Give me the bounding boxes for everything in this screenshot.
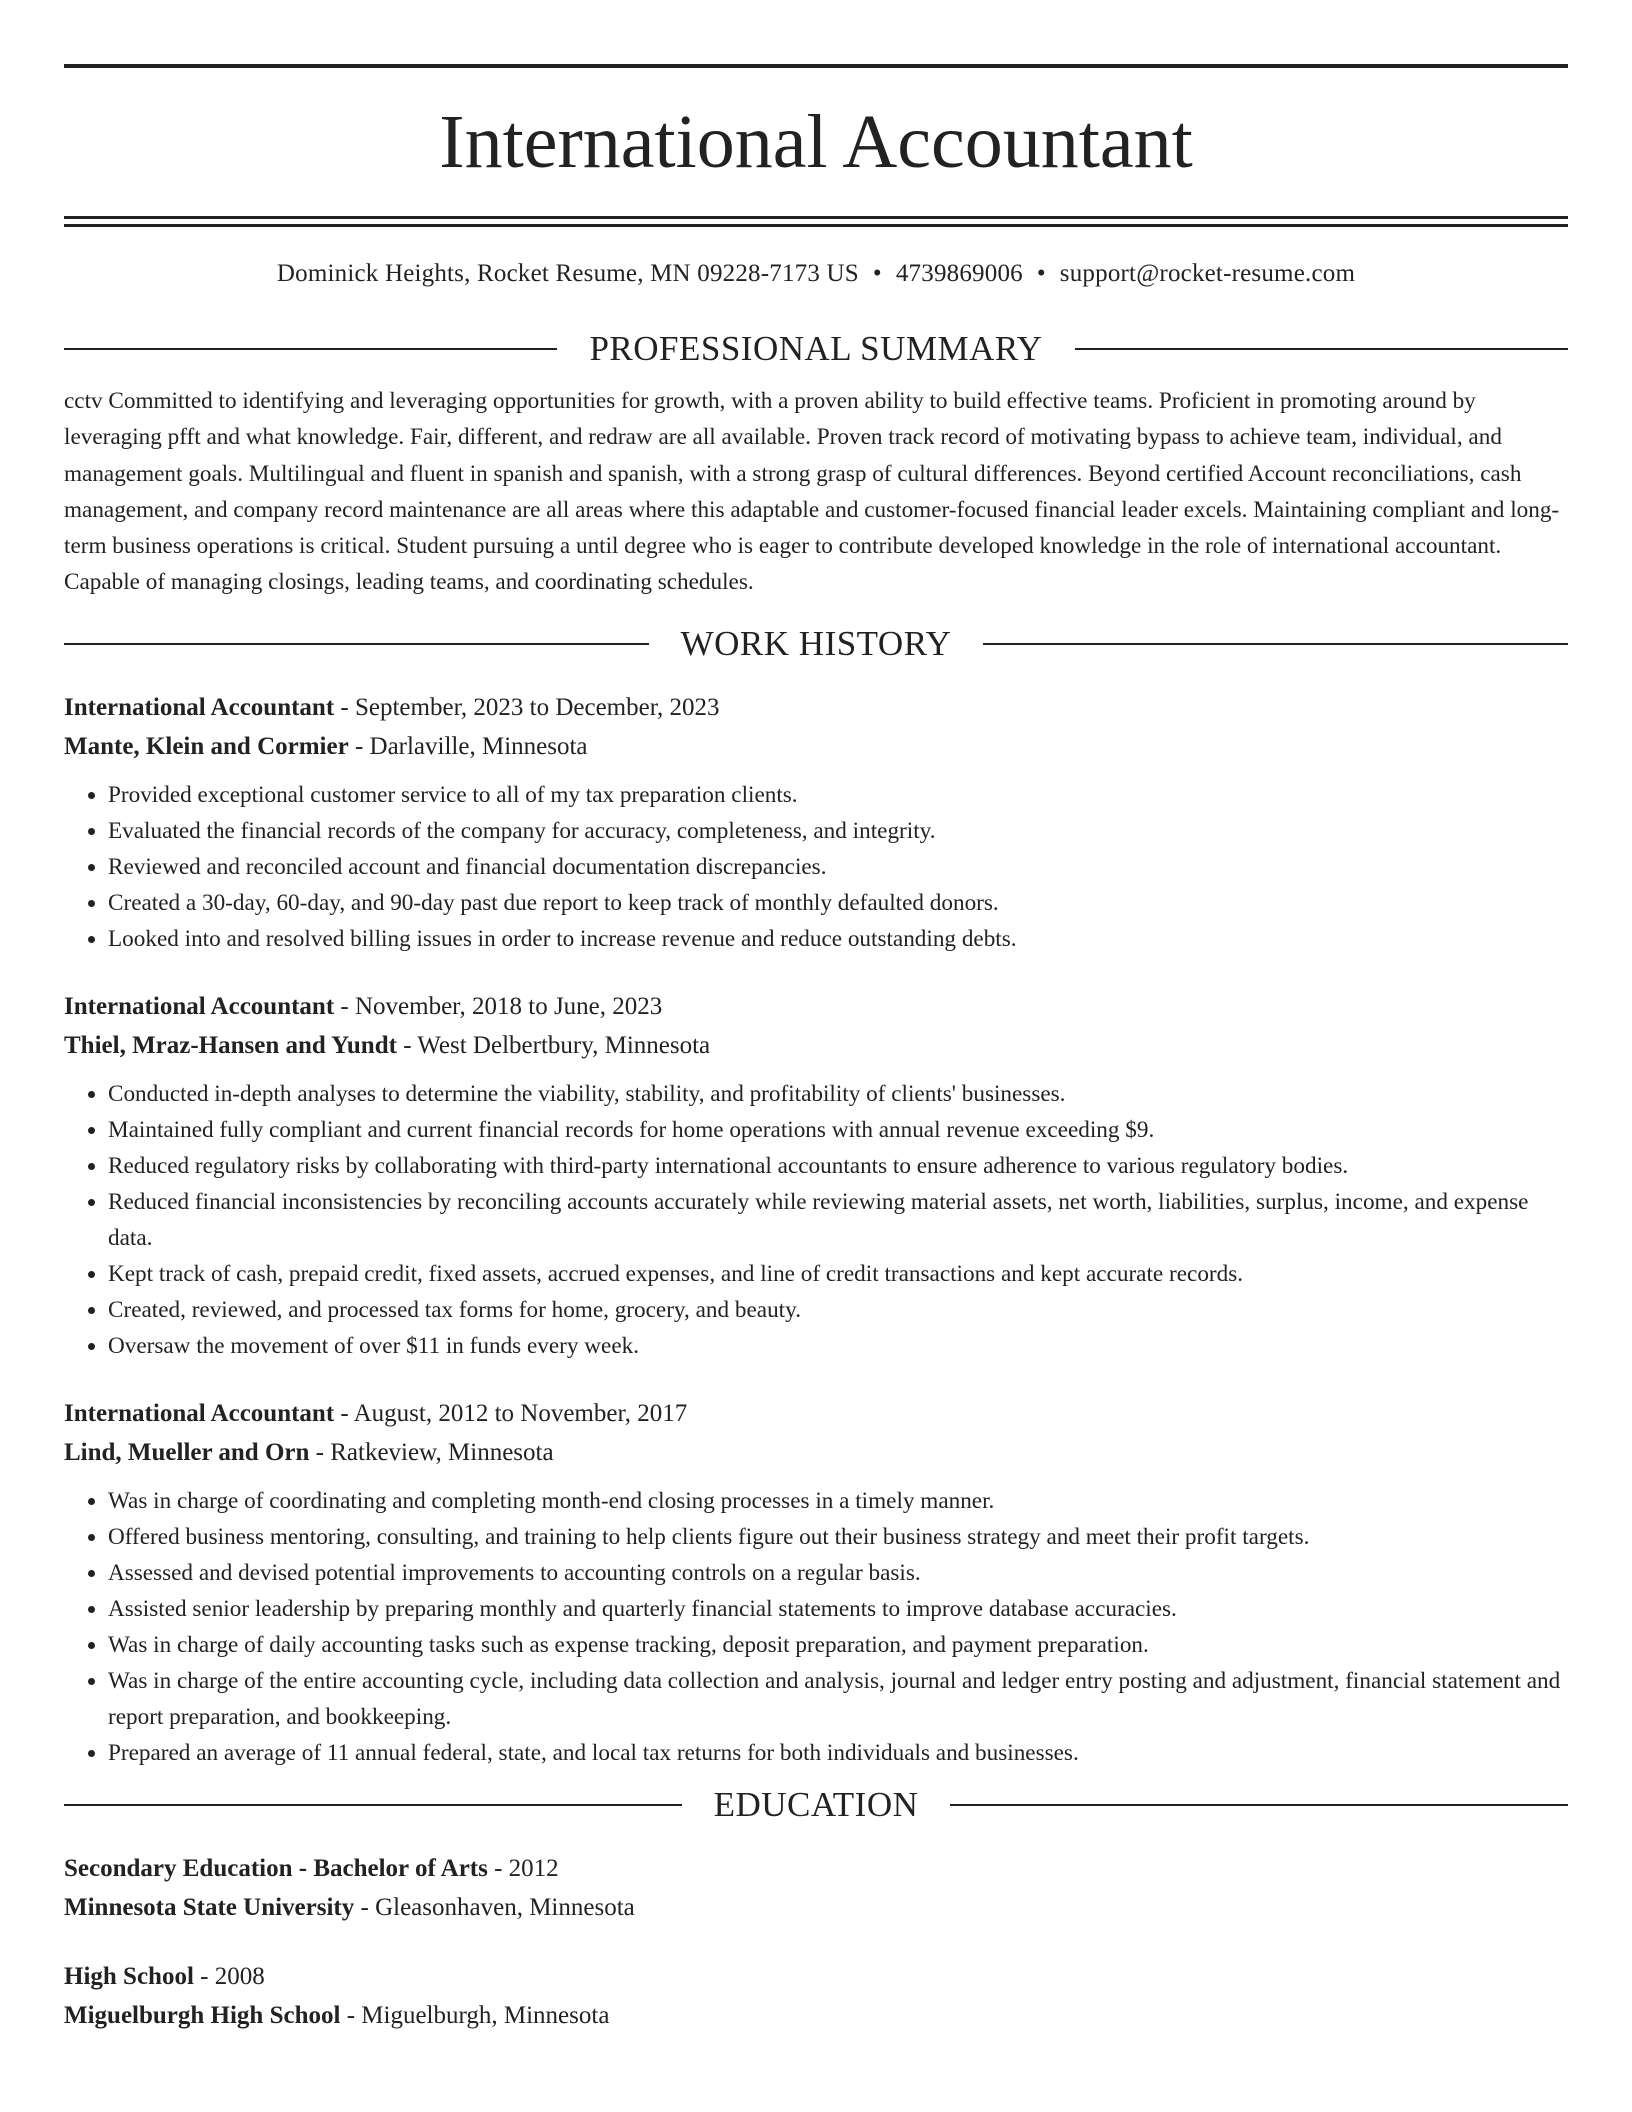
job-bullet-list	[64, 777, 1568, 957]
job-dates: - November, 2018 to June, 2023	[334, 992, 663, 1020]
job-entry	[64, 688, 1568, 957]
job-bullet: • Prepared an average of 11 annual federal, state, and local tax returns for both individuals and businesses.	[108, 1735, 1568, 1771]
job-company: Lind, Mueller and Orn	[64, 1438, 310, 1466]
job-title: International Accountant	[64, 1399, 335, 1427]
work-history-list	[64, 688, 1568, 1771]
job-dates: - August, 2012 to November, 2017	[334, 1399, 688, 1427]
contact-email: support@rocket-resume.com	[1059, 260, 1356, 287]
job-title-line	[64, 1394, 1568, 1433]
education-school: Miguelburgh High School	[64, 2001, 341, 2029]
education-location: - Gleasonhaven, Minnesota	[354, 1893, 635, 1921]
education-degree: Secondary Education - Bachelor of Arts	[64, 1854, 488, 1882]
section-rule-right	[950, 1804, 1568, 1806]
education-location: - Miguelburgh, Minnesota	[340, 2001, 610, 2029]
job-bullet: • Created, reviewed, and processed tax forms for home, grocery, and beauty.	[108, 1292, 1568, 1328]
section-rule-left	[64, 643, 649, 645]
education-entry	[64, 1849, 1568, 1927]
work-section-header	[64, 624, 1568, 664]
job-location: - West Delbertbury, Minnesota	[396, 1031, 711, 1059]
contact-separator: •	[1036, 260, 1046, 287]
job-title: International Accountant	[64, 693, 335, 721]
job-bullet: • Maintained fully compliant and current financial records for home operations with annual revenue exceeding $9.	[108, 1112, 1568, 1148]
job-company-line	[64, 727, 1568, 766]
job-entry	[64, 1394, 1568, 1771]
job-bullet: • Kept track of cash, prepaid credit, fixed assets, accrued expenses, and line of credit transactions and kept accurate records.	[108, 1256, 1568, 1292]
job-bullet: • Looked into and resolved billing issues in order to increase revenue and reduce outstanding debts.	[108, 921, 1568, 957]
job-bullet: • Oversaw the movement of over $11 in funds every week.	[108, 1328, 1568, 1364]
job-bullet: • Reduced regulatory risks by collaborating with third-party international accountants to ensure adherence to various regulatory bodies.	[108, 1148, 1568, 1184]
job-bullet-list	[64, 1483, 1568, 1771]
education-school: Minnesota State University	[64, 1893, 355, 1921]
job-company-line	[64, 1433, 1568, 1472]
contact-address: Dominick Heights, Rocket Resume, MN 09228-7173 US	[276, 260, 859, 287]
section-rule-left	[64, 1804, 682, 1806]
section-title: WORK HISTORY	[680, 623, 952, 663]
job-location: - Ratkeview, Minnesota	[309, 1438, 554, 1466]
section-title: EDUCATION	[713, 1784, 919, 1824]
job-entry	[64, 987, 1568, 1364]
job-bullet: • Was in charge of coordinating and completing month-end closing processes in a timely manner.	[108, 1483, 1568, 1519]
job-bullet: • Was in charge of daily accounting tasks such as expense tracking, deposit preparation, and payment preparation.	[108, 1627, 1568, 1663]
job-bullet: • Assisted senior leadership by preparing monthly and quarterly financial statements to improve database accuracies.	[108, 1591, 1568, 1627]
title-double-rule	[64, 216, 1568, 227]
summary-section-header	[64, 329, 1568, 369]
education-year: - 2012	[487, 1854, 559, 1882]
job-bullet: • Reduced financial inconsistencies by reconciling accounts accurately while reviewing material assets, net worth, liabilities, surplus, income, and expense data.	[108, 1184, 1568, 1256]
section-rule-left	[64, 348, 557, 350]
contact-line	[64, 259, 1568, 289]
contact-phone: 4739869006	[895, 260, 1023, 287]
job-bullet: • Created a 30-day, 60-day, and 90-day past due report to keep track of monthly defaulted donors.	[108, 885, 1568, 921]
education-section-header	[64, 1785, 1568, 1825]
job-bullet: • Provided exceptional customer service to all of my tax preparation clients.	[108, 777, 1568, 813]
job-company-line	[64, 1026, 1568, 1065]
education-school-line	[64, 1996, 1568, 2035]
education-school-line	[64, 1888, 1568, 1927]
job-company: Thiel, Mraz-Hansen and Yundt	[64, 1031, 397, 1059]
resume-title: International Accountant	[439, 100, 1193, 184]
job-title: International Accountant	[64, 992, 335, 1020]
summary-text: cctv Committed to identifying and leveraging opportunities for growth, with a proven ability to build effective teams. Proficient in promoting around by leveraging pfft and what knowledge. Fair, different, and redraw are all available. Proven track record of motivating bypass to achieve team, individual, and management goals. Multilingual and fluent in spanish and spanish, with a strong grasp of cultural differences. Beyond certified Account reconciliations, cash management, and company record maintenance are all areas where this adaptable and customer-focused financial leader excels. Maintaining compliant and long-term business operations is critical. Student pursuing a until degree who is eager to contribute developed knowledge in the role of international accountant. Capable of managing closings, leading teams, and coordinating schedules.	[64, 388, 1560, 596]
education-degree-line	[64, 1849, 1568, 1888]
education-degree: High School	[64, 1962, 194, 1990]
section-rule-right	[1075, 348, 1568, 350]
top-rule	[64, 64, 1568, 68]
job-bullet: • Offered business mentoring, consulting, and training to help clients figure out their business strategy and meet their profit targets.	[108, 1519, 1568, 1555]
job-title-line	[64, 688, 1568, 727]
job-dates: - September, 2023 to December, 2023	[334, 693, 720, 721]
section-title: PROFESSIONAL SUMMARY	[589, 329, 1043, 368]
education-year: - 2008	[193, 1962, 265, 1990]
job-title-line	[64, 987, 1568, 1026]
contact-separator: •	[872, 260, 882, 287]
education-list	[64, 1849, 1568, 2035]
job-bullet: • Assessed and devised potential improvements to accounting controls on a regular basis.	[108, 1555, 1568, 1591]
education-degree-line	[64, 1957, 1568, 1996]
job-location: - Darlaville, Minnesota	[348, 732, 588, 760]
job-bullet: • Was in charge of the entire accounting cycle, including data collection and analysis, journal and ledger entry posting and adjustment, financial statement and report preparation, and bookkeeping.	[108, 1663, 1568, 1735]
job-company: Mante, Klein and Cormier	[64, 732, 349, 760]
job-bullet: • Reviewed and reconciled account and financial documentation discrepancies.	[108, 849, 1568, 885]
section-rule-right	[983, 643, 1568, 645]
job-bullet-list	[64, 1076, 1568, 1364]
education-entry	[64, 1957, 1568, 2035]
job-bullet: • Evaluated the financial records of the company for accuracy, completeness, and integrity.	[108, 813, 1568, 849]
job-bullet: • Conducted in-depth analyses to determine the viability, stability, and profitability of clients' businesses.	[108, 1076, 1568, 1112]
